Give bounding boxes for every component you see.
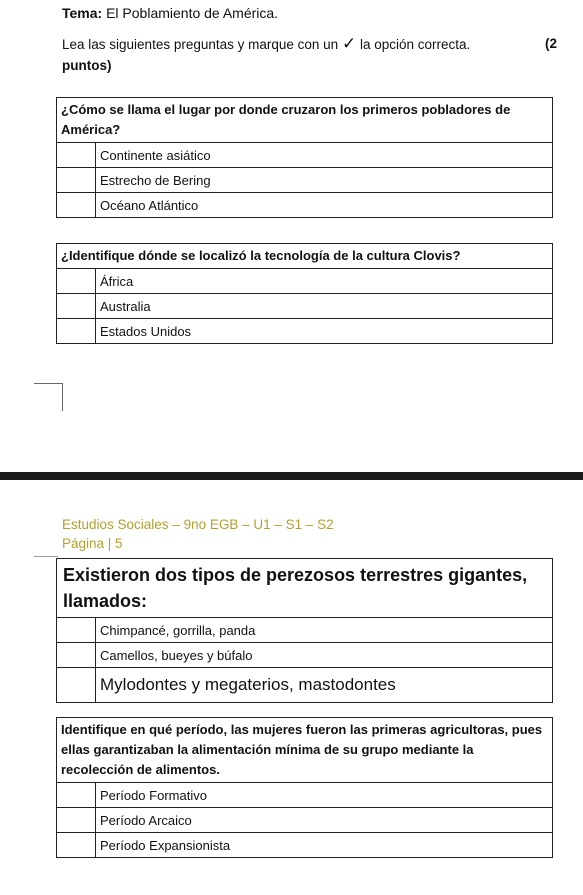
question-3-option-1-checkbox[interactable] <box>57 618 96 643</box>
question-4-option-3-checkbox[interactable] <box>57 833 96 858</box>
question-1-option-3-checkbox[interactable] <box>57 193 96 218</box>
question-3-option-2-checkbox[interactable] <box>57 643 96 668</box>
points-close: puntos) <box>62 58 112 73</box>
question-3-option-3: Mylodontes y megaterios, mastodontes <box>96 668 553 703</box>
question-1-option-2-checkbox[interactable] <box>57 168 96 193</box>
question-3-option-2: Camellos, bueyes y búfalo <box>96 643 553 668</box>
question-4-option-2: Período Arcaico <box>96 808 553 833</box>
question-4-option-1: Período Formativo <box>96 783 553 808</box>
question-2-option-3: Estados Unidos <box>96 319 553 344</box>
question-2-table <box>56 243 553 344</box>
question-2-option-2-checkbox[interactable] <box>57 294 96 319</box>
question-3-text: Existieron dos tipos de perezosos terrestres gigantes, llamados: <box>57 559 553 618</box>
question-2-option-1: África <box>96 269 553 294</box>
header-rule <box>34 556 58 557</box>
question-4-table <box>56 717 553 858</box>
question-2-option-1-checkbox[interactable] <box>57 269 96 294</box>
question-4-option-3: Período Expansionista <box>96 833 553 858</box>
question-1-option-1-checkbox[interactable] <box>57 143 96 168</box>
topic-label: Tema: <box>62 5 103 21</box>
question-2-option-2: Australia <box>96 294 553 319</box>
question-3-table <box>56 558 553 703</box>
points-open: (2 <box>545 36 558 51</box>
topic-text: El Poblamiento de América. <box>102 5 279 21</box>
question-1-table <box>56 97 553 218</box>
question-4-text: Identifique en qué período, las mujeres fueron las primeras agricultoras, pues ellas garantizaban la alimentación mínima de su grupo mediante la recolección de alimentos. <box>57 718 553 783</box>
question-1-option-3: Océano Atlántico <box>96 193 553 218</box>
question-1-text: ¿Cómo se llama el lugar por donde cruzaron los primeros pobladores de América? <box>57 98 553 143</box>
instructions-text-after: la opción correcta. <box>356 37 471 52</box>
question-2-option-3-checkbox[interactable] <box>57 319 96 344</box>
question-1-option-1: Continente asiático <box>96 143 553 168</box>
page-corner-mark <box>34 383 63 411</box>
question-3-option-3-checkbox[interactable] <box>57 668 96 703</box>
question-1-option-2: Estrecho de Bering <box>96 168 553 193</box>
question-4-option-1-checkbox[interactable] <box>57 783 96 808</box>
question-3-option-1: Chimpancé, gorrilla, panda <box>96 618 553 643</box>
topic-line <box>62 5 278 21</box>
page-divider <box>0 472 583 480</box>
question-4-option-2-checkbox[interactable] <box>57 808 96 833</box>
instructions-text: Lea las siguientes preguntas y marque con un <box>62 37 339 52</box>
course-label: Estudios Sociales – 9no EGB – U1 – S1 – S2 <box>62 517 334 532</box>
question-2-text: ¿Identifique dónde se localizó la tecnología de la cultura Clovis? <box>57 244 553 269</box>
checkmark-icon: ✓ <box>341 34 357 53</box>
page-number: Página | 5 <box>62 536 123 551</box>
page-header <box>62 515 334 553</box>
instructions <box>62 34 562 73</box>
